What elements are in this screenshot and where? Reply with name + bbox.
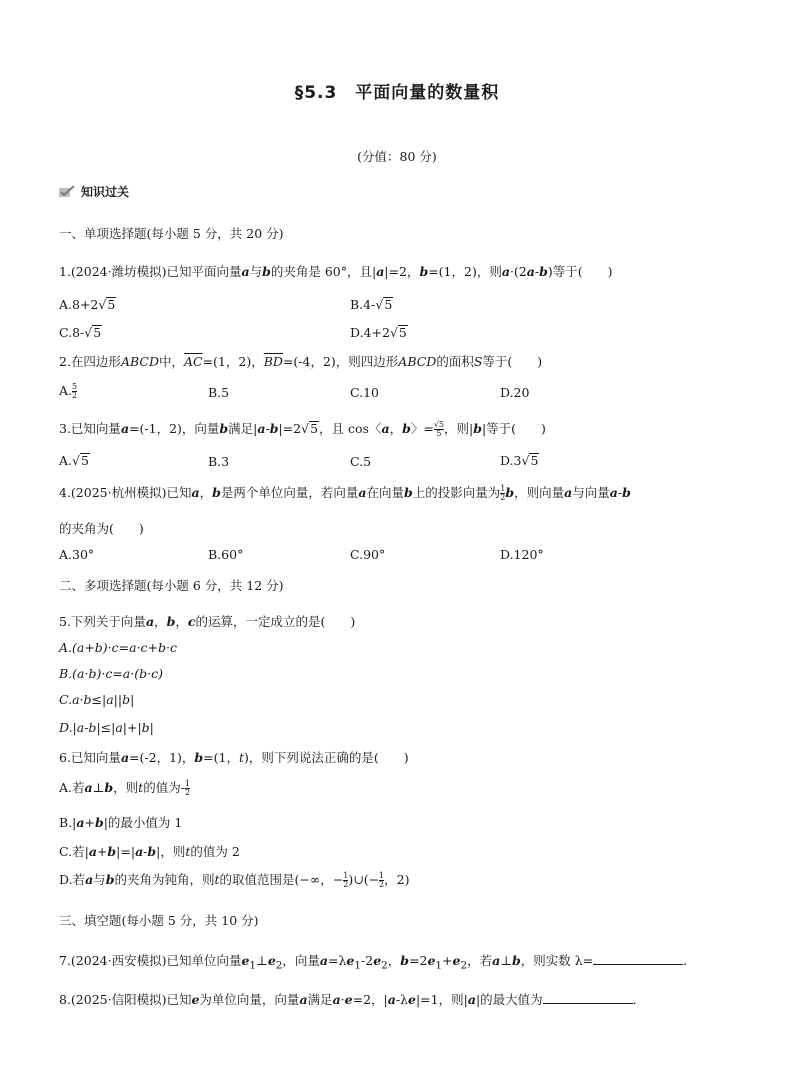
q1-option-d: D.4+2√5 <box>350 325 407 340</box>
q2-option-a: A. $\frac{5}{2}$ <box>59 382 78 400</box>
answer-blank[interactable] <box>593 953 683 965</box>
question-8: 8.(2025·信阳模拟)已知e为单位向量，向量a满足a·e=2，|a-λe|=1，则|a|的最大值为 . <box>59 992 637 1007</box>
score-info: (分值：80 分) <box>357 149 437 164</box>
q2-option-d: D.20 <box>500 385 530 400</box>
part1-heading: 一、单项选择题(每小题 5 分，共 20 分) <box>59 226 284 241</box>
q5-option-d: D.|a-b|≤|a|+|b| <box>59 720 154 735</box>
q4-line-2: 的夹角为( ) <box>59 521 144 536</box>
q6-option-b: B.|a+b|的最小值为 1 <box>59 815 183 830</box>
section-title: 知识过关 <box>81 185 130 199</box>
q3-option-c: C.5 <box>350 454 372 469</box>
question-7: 7.(2024·西安模拟)已知单位向量$e_1\perp e_2$，向量$a=\lambda e_1-2e_2$，$b=2e_1+e_2$，若a⊥b，则实数 λ= . <box>59 953 688 972</box>
checkmark-icon <box>59 186 75 198</box>
q2-option-b: B.5 <box>208 385 230 400</box>
q5-option-c: C.a·b≤|a||b| <box>59 692 135 707</box>
q6-option-c: C.若|a+b|=|a-b|，则t的值为 2 <box>59 844 240 859</box>
q3-option-a: A.√5 <box>59 453 89 468</box>
q5-option-a: A.(a+b)·c=a·c+b·c <box>59 640 178 655</box>
q6-option-d: D.若a与b的夹角为钝角，则t的取值范围是(−∞，− $\frac{1}{2}$ )∪(− $\frac{1}{2}$ ，2) <box>59 871 410 889</box>
q3-option-b: B.3 <box>208 454 230 469</box>
q3-option-d: D.3√5 <box>500 453 539 468</box>
q1-option-a: A.8+2√5 <box>59 297 116 312</box>
section-header <box>59 183 129 200</box>
question-3: 3.已知向量a=(-1，2)，向量b满足|a-b|=2√5，且 cos〈a，b〉= $\frac{√5}{5}$ ，则|b|等于( ) <box>59 420 546 438</box>
page-title: §5.3 平面向量的数量积 <box>294 83 500 103</box>
question-5: 5.下列关于向量a，b，c的运算，一定成立的是( ) <box>59 614 356 629</box>
q2-option-c: C.10 <box>350 385 379 400</box>
question-6: 6.已知向量a=(-2，1)，b=(1，t)，则下列说法正确的是( ) <box>59 750 409 765</box>
q1-option-c: C.8-√5 <box>59 325 102 340</box>
part2-heading: 二、多项选择题(每小题 6 分，共 12 分) <box>59 578 284 593</box>
question-4: 4.(2025·杭州模拟)已知a，b是两个单位向量，若向量a在向量b上的投影向量为 $\frac{1}{2}$ b，则向量a与向量a-b <box>59 484 631 502</box>
q4-option-b: B.60° <box>208 547 244 562</box>
q5-option-b: B.(a·b)·c=a·(b·c) <box>59 666 163 681</box>
q6-option-a: A.若a⊥b，则t的值为- $\frac{1}{2}$ <box>59 779 191 797</box>
q4-option-d: D.120° <box>500 547 544 562</box>
part3-heading: 三、填空题(每小题 5 分，共 10 分) <box>59 913 259 928</box>
answer-blank[interactable] <box>543 992 633 1004</box>
q1-option-b: B.4-√5 <box>350 297 393 312</box>
question-2: 2.在四边形ABCD中，$\overline{AC}=(1$，2)，$\overline{BD}=(-4$，2)，则四边形ABCD的面积S等于( ) <box>59 354 543 369</box>
q4-option-c: C.90° <box>350 547 386 562</box>
q4-option-a: A.30° <box>59 547 95 562</box>
question-1: 1.(2024·潍坊模拟)已知平面向量a与b的夹角是 60°，且|a|=2，b=(1，2)，则a·(2a-b)等于( ) <box>59 264 613 279</box>
